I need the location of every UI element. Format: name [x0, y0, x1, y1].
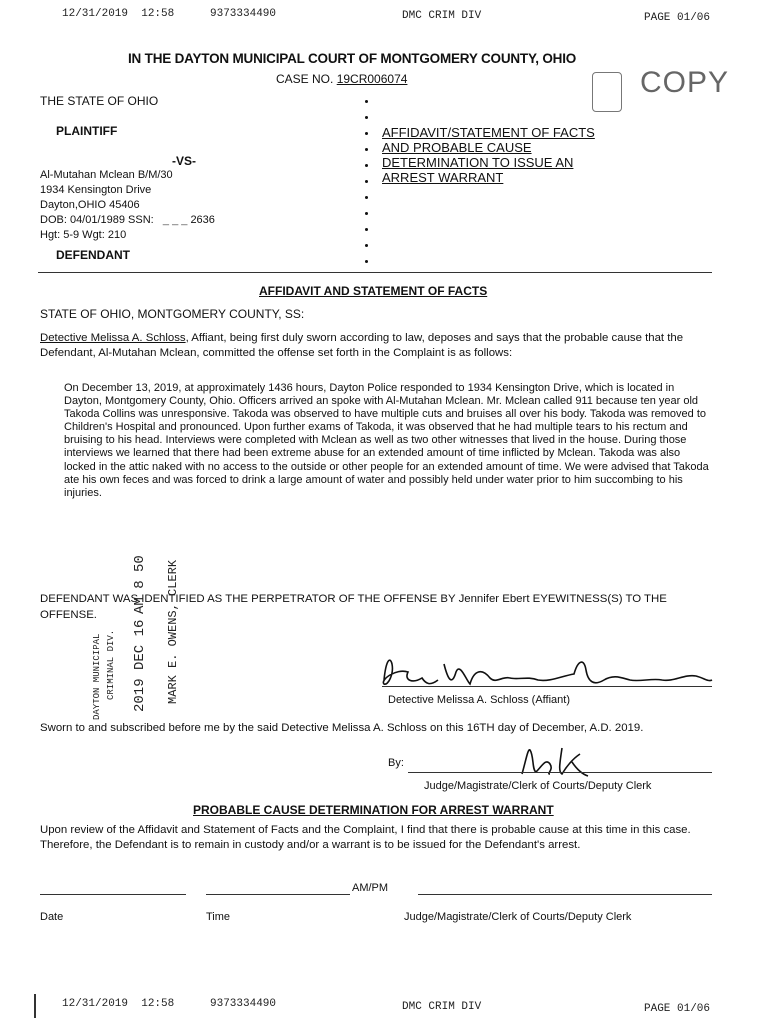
judge-signature: [516, 740, 596, 780]
judge-caption: Judge/Magistrate/Clerk of Courts/Deputy Clerk: [424, 780, 652, 792]
fax-header-dept: DMC CRIM DIV: [402, 10, 482, 22]
plaintiff-label: PLAINTIFF: [56, 124, 118, 138]
defendant-street: 1934 Kensington Drive: [40, 184, 152, 196]
fax-header-phone: 9373334490: [210, 8, 277, 20]
fax-header-page: PAGE 01/06: [644, 12, 711, 24]
judge-line-bottom: [418, 894, 712, 895]
defendant-label: DEFENDANT: [56, 248, 130, 262]
caption-rule: [38, 272, 712, 273]
scan-edge-mark: [34, 994, 36, 1018]
judge-signature-line: [408, 772, 712, 773]
fax-footer-datetime: 12/31/2019 12:58: [62, 998, 175, 1010]
copy-stamp: COPY: [640, 66, 730, 99]
case-number: CASE NO. 19CR006074: [276, 72, 408, 86]
fax-footer-dept: DMC CRIM DIV: [402, 1001, 482, 1013]
document-title: AFFIDAVIT/STATEMENT OF FACTS AND PROBABLE CAUSE DETERMINATION TO ISSUE AN ARREST WARRANT: [382, 125, 595, 185]
affiant-caption: Detective Melissa A. Schloss (Affiant): [388, 694, 570, 706]
identified-statement: DEFENDANT WAS IDENTIFIED AS THE PERPETRATOR OF THE OFFENSE BY Jennifer Ebert EYEWITNESS(S) TO THE OFFENSE.: [40, 593, 667, 621]
probable-cause-heading: PROBABLE CAUSE DETERMINATION FOR ARREST WARRANT: [193, 803, 554, 817]
by-label: By:: [388, 757, 404, 769]
plaintiff-name: THE STATE OF OHIO: [40, 94, 159, 108]
defendant-info: [40, 168, 215, 243]
time-line: [206, 894, 350, 895]
date-line: [40, 894, 186, 895]
judge-label-bottom: Judge/Magistrate/Clerk of Courts/Deputy Clerk: [404, 911, 632, 923]
fax-header-datetime: 12/31/2019 12:58: [62, 8, 175, 20]
time-label: Time: [206, 911, 231, 923]
sworn-statement: Sworn to and subscribed before me by the said Detective Melissa A. Schloss on this 16TH day of December, A.D. 2019.: [40, 722, 644, 734]
versus: -VS-: [172, 154, 196, 168]
defendant-height-weight: Hgt: 5-9 Wgt: 210: [40, 229, 127, 241]
court-title: IN THE DAYTON MUNICIPAL COURT OF MONTGOMERY COUNTY, OHIO: [128, 51, 577, 66]
defendant-name: Al-Mutahan Mclean B/M/30: [40, 169, 173, 181]
defendant-dob-ssn: DOB: 04/01/1989 SSN: _ _ _ 2636: [40, 214, 215, 226]
defendant-city: Dayton,OHIO 45406: [40, 199, 140, 211]
intro-paragraph: Detective Melissa A. Schloss, Affiant, being first duly sworn according to law, deposes and says that the probable cause that the Defendant, Al-Mutahan Mclean, committed the offense set forth in the Complaint is as follows:: [40, 332, 684, 359]
date-label: Date: [40, 911, 64, 923]
probable-cause-text: Upon review of the Affidavit and Statement of Facts and the Complaint, I find that there is probable cause at this time in this case. Therefore, the Defendant is to remain in custody and/or a warrant is to be issued for the Defendant's arrest.: [40, 824, 691, 851]
fax-footer-page: PAGE 01/06: [644, 1003, 711, 1015]
affiant-signature-line: [382, 686, 712, 687]
affidavit-heading: AFFIDAVIT AND STATEMENT OF FACTS: [259, 284, 488, 298]
facts-paragraph: On December 13, 2019, at approximately 1436 hours, Dayton Police responded to 1934 Kensington Drive, which is located in Dayton, Montgomery County, Ohio. Officers arrived an spoke with Al-Mutahan Mclean. Mr. Mclean called 911 because ten year old Takoda Collins was unresponsive. Takoda was observed to have multiple cuts and bruises all over his body. Takoda was removed to Children's Hospital and pronounced. Upon further exams of Takoda, it was observed that he had multiple tears to his rectum and bruising to his head. Interviews were completed with Mclean as well as two other witnesses that lived in the house. During those interviews we learned that there had been extreme abuse for an extended amount of time inflicted by Mclean. Takoda was also locked in the attic naked with no access to the outside or other people for an extended amount of time. We were advised that Takoda ate his own feces and was forced to drink a large amount of water and possibly held under water prior to him succombing to his injuries.: [64, 382, 709, 499]
venue: STATE OF OHIO, MONTGOMERY COUNTY, SS:: [40, 307, 305, 321]
fax-footer-phone: 9373334490: [210, 998, 277, 1010]
affiant-signature: [378, 650, 718, 694]
copy-stamp-box: [592, 72, 622, 112]
ampm-label: AM/PM: [352, 882, 389, 894]
